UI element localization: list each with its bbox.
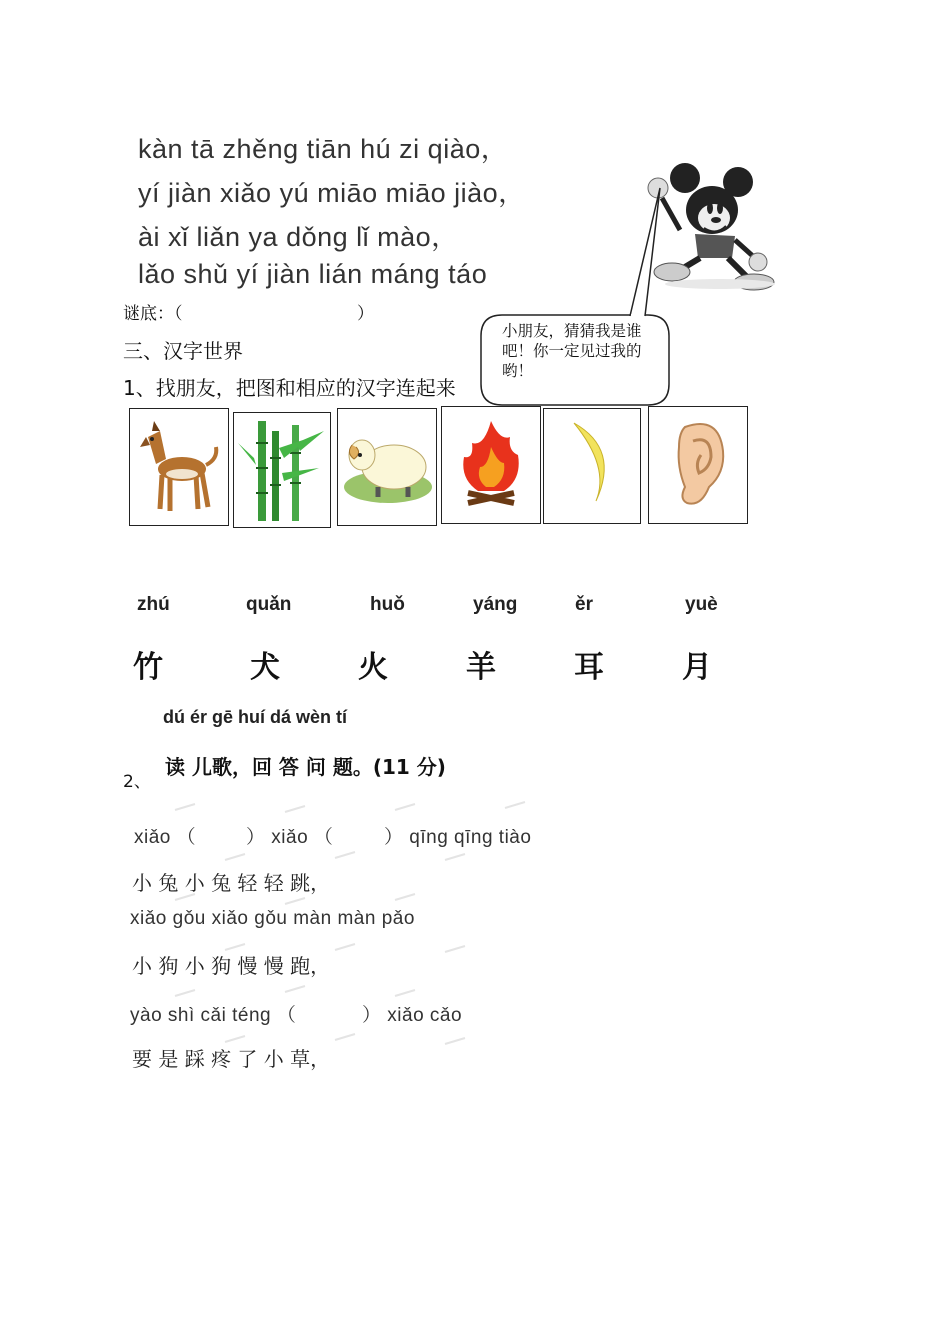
char-pinyin-3: huǒ — [370, 594, 405, 615]
picture-sheep[interactable] — [337, 408, 437, 526]
picture-bamboo[interactable] — [233, 412, 331, 528]
char-hanzi-6[interactable]: 月 — [682, 650, 712, 685]
riddle-answer-label: 谜底：（ — [123, 304, 183, 324]
riddle-line-4: lǎo shǔ yí jiàn lián máng táo — [138, 259, 488, 289]
picture-moon[interactable] — [543, 408, 641, 524]
bubble-text: 小朋友，猜猜我是谁吧！你一定见过我的哟！ — [502, 322, 642, 380]
poem-pinyin-1a: xiǎo （ — [134, 827, 197, 848]
mouse-cartoon-icon — [640, 158, 780, 293]
poem-pinyin-1c: ） qīng qīng tiào — [384, 827, 532, 848]
riddle-line-2: yí jiàn xiǎo yú miāo miāo jiào， — [138, 178, 526, 208]
poem-pinyin-2: xiǎo gǒu xiǎo gǒu màn màn pǎo — [130, 908, 415, 929]
dog-icon — [130, 409, 228, 525]
char-pinyin-4: yáng — [473, 594, 518, 615]
picture-dog[interactable] — [129, 408, 229, 526]
picture-fire[interactable] — [441, 406, 541, 524]
char-hanzi-1[interactable]: 竹 — [133, 650, 163, 685]
char-hanzi-2[interactable]: 犬 — [250, 650, 280, 685]
question-2-title: 读 儿歌，回 答 问 题。(11 分) — [165, 755, 446, 779]
char-hanzi-4[interactable]: 羊 — [466, 650, 496, 685]
poem-line-3: 要 是 踩 疼 了 小 草， — [132, 1047, 331, 1071]
sheep-icon — [338, 409, 436, 525]
fire-icon — [442, 407, 540, 523]
question-2-pinyin: dú ér gē huí dá wèn tí — [163, 707, 348, 727]
riddle-line-3: ài xǐ liǎn ya dǒng lǐ mào， — [138, 222, 459, 252]
section-heading: 三、汉字世界 — [123, 339, 243, 363]
char-pinyin-1: zhú — [137, 594, 170, 615]
poem-line-1: 小 兔 小 兔 轻 轻 跳， — [132, 871, 331, 895]
poem-pinyin-3b: ） xiǎo cǎo — [362, 1005, 463, 1026]
char-pinyin-2: quǎn — [246, 594, 292, 615]
char-pinyin-6: yuè — [685, 594, 718, 615]
char-pinyin-5: ěr — [575, 594, 593, 615]
bamboo-icon — [234, 413, 330, 527]
question-2-number: 2、 — [123, 772, 151, 792]
poem-pinyin-3a: yào shì cǎi téng （ — [130, 1005, 297, 1026]
riddle-line-1: kàn tā zhěng tiān hú zi qiào， — [138, 134, 509, 164]
question-1: 1、找朋友，把图和相应的汉字连起来 — [123, 376, 456, 400]
ear-icon — [649, 407, 747, 523]
poem-line-2: 小 狗 小 狗 慢 慢 跑， — [132, 954, 331, 978]
riddle-answer-close: ） — [357, 304, 374, 324]
picture-ear[interactable] — [648, 406, 748, 524]
moon-icon — [544, 409, 640, 523]
char-hanzi-5[interactable]: 耳 — [574, 650, 604, 685]
char-hanzi-3[interactable]: 火 — [358, 650, 388, 685]
poem-pinyin-1b: ） xiǎo （ — [246, 827, 334, 848]
